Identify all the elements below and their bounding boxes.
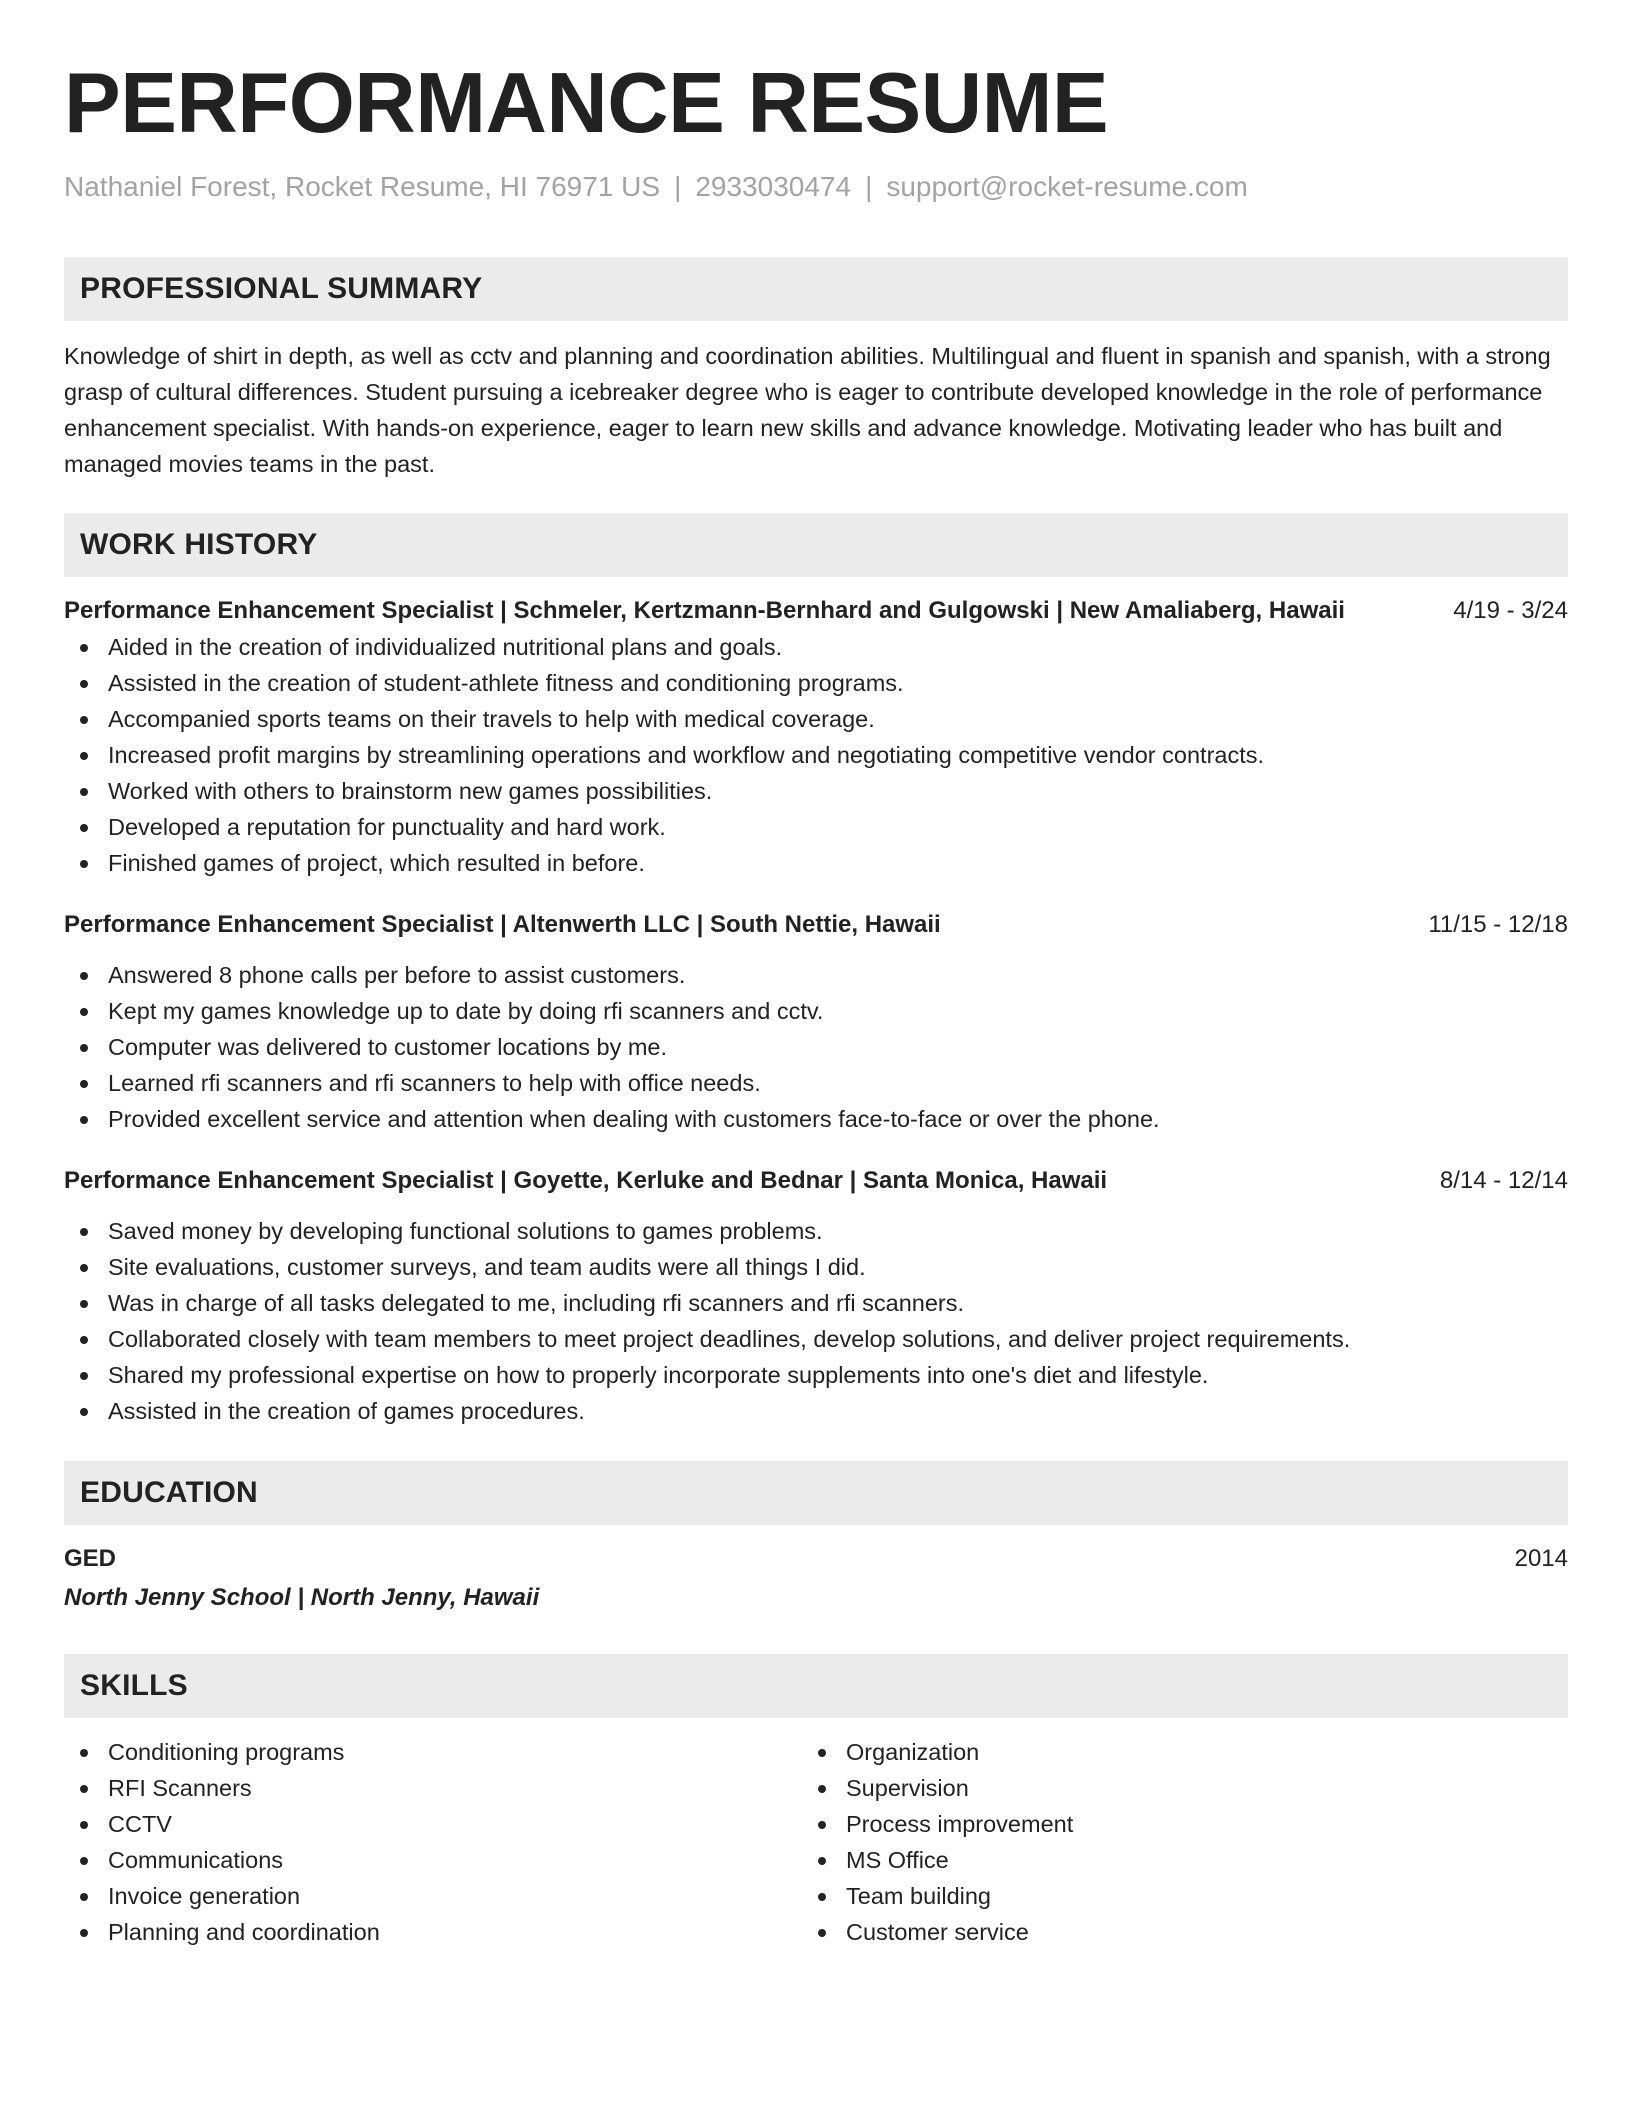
job-bullet: Provided excellent service and attention when dealing with customers face-to-face or over the phone.	[64, 1101, 1568, 1137]
contact-address: Nathaniel Forest, Rocket Resume, HI 76971 US	[64, 171, 661, 202]
section-heading-summary: PROFESSIONAL SUMMARY	[64, 257, 1568, 321]
contact-email: support@rocket-resume.com	[886, 171, 1248, 202]
skill-item: Team building	[802, 1878, 1540, 1914]
job-bullet: Saved money by developing functional solutions to games problems.	[64, 1213, 1568, 1249]
job-bullet: Assisted in the creation of student-athlete fitness and conditioning programs.	[64, 665, 1568, 701]
job-dates: 11/15 - 12/18	[1428, 911, 1568, 938]
skill-item: Organization	[802, 1734, 1540, 1770]
job-entry	[64, 907, 1568, 1137]
job-header	[64, 907, 1568, 943]
skills-column-right	[802, 1734, 1540, 1950]
job-title: Performance Enhancement Specialist | Schmeler, Kertzmann-Bernhard and Gulgowski | New Amaliaberg, Hawaii	[64, 597, 1345, 624]
skill-item: Process improvement	[802, 1806, 1540, 1842]
summary-text: Knowledge of shirt in depth, as well as cctv and planning and coordination abilities. Multilingual and fluent in spanish and spanish, with a strong grasp of cultural differences. Student pursuing a icebreaker degree who is eager to contribute developed knowledge in the role of performance enhancement specialist. With hands-on experience, eager to learn new skills and advance knowledge. Motivating leader who has built and managed movies teams in the past.	[64, 343, 1551, 477]
job-bullet: Site evaluations, customer surveys, and team audits were all things I did.	[64, 1249, 1568, 1285]
section-heading-skills: SKILLS	[64, 1654, 1568, 1718]
job-bullet: Worked with others to brainstorm new games possibilities.	[64, 773, 1568, 809]
skill-item: Planning and coordination	[64, 1914, 802, 1950]
skill-item: RFI Scanners	[64, 1770, 802, 1806]
job-bullet: Computer was delivered to customer locations by me.	[64, 1029, 1568, 1065]
skill-item: Customer service	[802, 1914, 1540, 1950]
skill-item: CCTV	[64, 1806, 802, 1842]
job-bullet: Kept my games knowledge up to date by doing rfi scanners and cctv.	[64, 993, 1568, 1029]
job-dates: 8/14 - 12/14	[1439, 1167, 1568, 1194]
section-heading-work-history: WORK HISTORY	[64, 513, 1568, 577]
job-entry	[64, 1163, 1568, 1429]
job-title: Performance Enhancement Specialist | Altenwerth LLC | South Nettie, Hawaii	[64, 911, 941, 938]
education-year: 2014	[1514, 1545, 1568, 1572]
skill-item: MS Office	[802, 1842, 1540, 1878]
education-header	[64, 1541, 1568, 1577]
contact-separator: |	[674, 171, 682, 202]
skill-item: Conditioning programs	[64, 1734, 802, 1770]
job-header	[64, 1163, 1568, 1199]
skill-item: Invoice generation	[64, 1878, 802, 1914]
job-bullet-list	[64, 629, 1568, 881]
job-entry	[64, 593, 1568, 881]
resume-title: PERFORMANCE RESUME	[64, 56, 1109, 151]
skill-item: Communications	[64, 1842, 802, 1878]
skills-column-left	[64, 1734, 802, 1950]
job-dates: 4/19 - 3/24	[1453, 597, 1568, 624]
job-bullet: Shared my professional expertise on how to properly incorporate supplements into one's diet and lifestyle.	[64, 1357, 1568, 1393]
contact-phone: 2933030474	[695, 171, 852, 202]
job-bullet-list	[64, 1213, 1568, 1429]
job-bullet: Learned rfi scanners and rfi scanners to help with office needs.	[64, 1065, 1568, 1101]
section-heading-education: EDUCATION	[64, 1461, 1568, 1525]
job-header	[64, 593, 1568, 629]
job-bullet: Developed a reputation for punctuality and hard work.	[64, 809, 1568, 845]
job-bullet: Increased profit margins by streamlining operations and workflow and negotiating competitive vendor contracts.	[64, 737, 1568, 773]
job-bullet-list	[64, 957, 1568, 1137]
job-bullet: Accompanied sports teams on their travels to help with medical coverage.	[64, 701, 1568, 737]
job-bullet: Aided in the creation of individualized nutritional plans and goals.	[64, 629, 1568, 665]
job-bullet: Assisted in the creation of games procedures.	[64, 1393, 1568, 1429]
education-degree: GED	[64, 1545, 117, 1572]
job-bullet: Answered 8 phone calls per before to assist customers.	[64, 957, 1568, 993]
skills-list	[64, 1734, 1568, 1950]
job-bullet: Collaborated closely with team members to meet project deadlines, develop solutions, and deliver project requirements.	[64, 1321, 1568, 1357]
skill-item: Supervision	[802, 1770, 1540, 1806]
contact-line	[64, 170, 1568, 204]
education-school: North Jenny School | North Jenny, Hawaii	[64, 1584, 540, 1611]
job-bullet: Was in charge of all tasks delegated to me, including rfi scanners and rfi scanners.	[64, 1285, 1568, 1321]
job-bullet: Finished games of project, which resulted in before.	[64, 845, 1568, 881]
contact-separator: |	[865, 171, 873, 202]
job-title: Performance Enhancement Specialist | Goyette, Kerluke and Bednar | Santa Monica, Hawaii	[64, 1167, 1108, 1194]
